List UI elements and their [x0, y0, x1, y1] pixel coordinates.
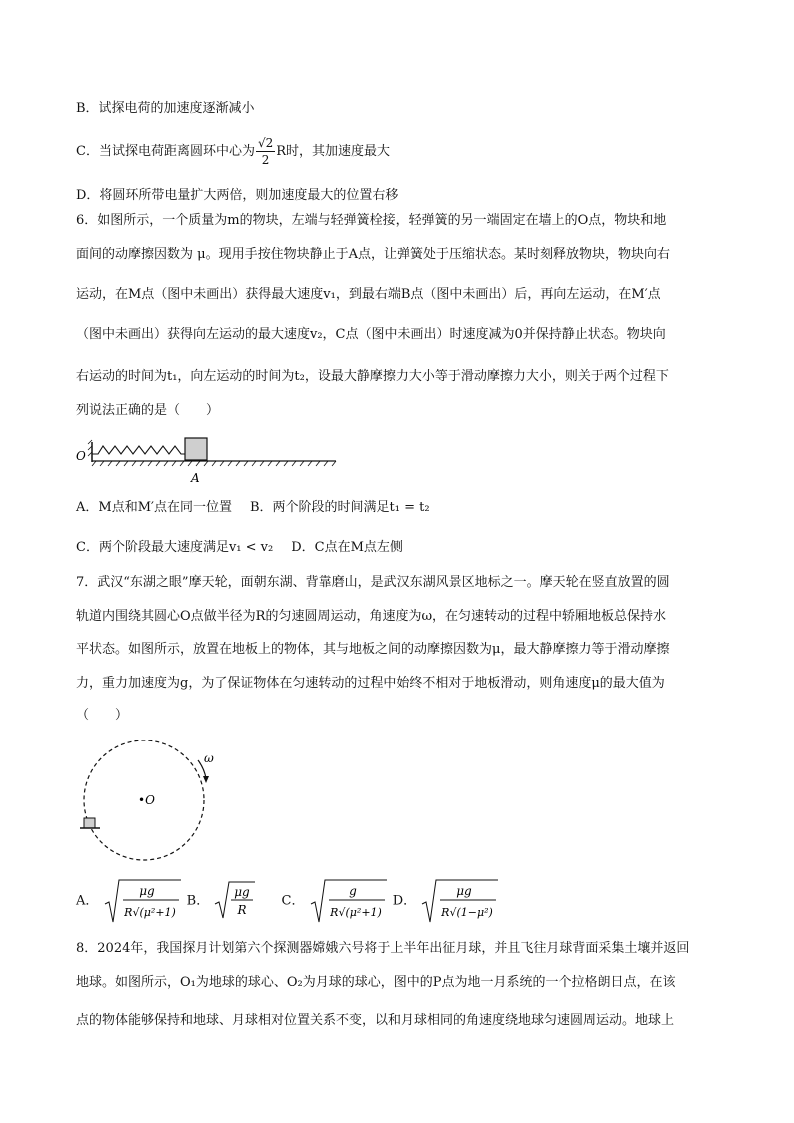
cabin-object-shape	[84, 818, 95, 828]
option-d-numerator: μg	[456, 884, 473, 898]
q8-stem-line-3: 点的物体能够保持和地球、月球相对位置关系不变，以和月球相同的角速度绕地球匀速圆周运动。地球上	[76, 1013, 675, 1028]
q5-option-d: D．将圆环所带电量扩大两倍，则加速度最大的位置右移	[76, 188, 399, 203]
block-shape	[185, 438, 207, 460]
q6-stem-line-6: 列说法正确的是（ ）	[76, 403, 220, 418]
q5-option-b: B．试探电荷的加速度逐渐减小	[76, 101, 255, 116]
q7-option-a-radical	[103, 878, 183, 924]
q6-option-c: C．两个阶段最大速度满足v₁ < v₂	[76, 540, 274, 555]
q7-option-c-radical	[309, 878, 389, 924]
omega-label: ω	[204, 751, 214, 765]
option-a-denominator: R√(μ²+1)	[123, 906, 176, 919]
q8-stem-line-2: 地球。如图所示，O₁为地球的球心、O₂为月球的球心，图中的P点为地一月系统的一个拉格朗日点，在该	[76, 975, 676, 990]
q8-stem-line-1: 8．2024年，我国探月计划第六个探测器嫦娥六号将于上半年出征月球，并且飞往月球背面采集土壤并返回	[76, 941, 690, 956]
q5-option-c-prefix: C．当试探电荷距离圆环中心为	[76, 144, 255, 159]
spring-shape	[92, 446, 185, 454]
q7-option-a-label: A．	[76, 893, 99, 909]
q7-stem-line-4: 力，重力加速度为g，为了保证物体在匀速转动的过程中始终不相对于地板滑动，则角速度μ的最大值为	[76, 676, 665, 691]
q7-stem-line-2: 轨道内围绕其圆心O点做半径为R的匀速圆周运动，角速度为ω，在匀速转动的过程中轿厢地板总保持水	[76, 609, 667, 624]
q5-option-c-fraction	[256, 135, 275, 168]
q6-option-d: D．C点在M点左侧	[291, 540, 403, 555]
q6-stem-line-1: 6．如图所示，一个质量为m的物块，左端与轻弹簧栓接，轻弹簧的另一端固定在墙上的O点，物块和地	[76, 213, 667, 228]
q6-stem-line-5: 右运动的时间为t₁，向左运动的时间为t₂，设最大静摩擦力大小等于滑动摩擦力大小，则关于两个过程下	[76, 369, 669, 384]
q7-option-c-label: C．	[281, 893, 305, 909]
option-b-denominator: R	[237, 903, 247, 917]
point-a-label: A	[191, 471, 200, 485]
q5-option-c-suffix: R时，其加速度最大	[276, 144, 391, 159]
q6-spring-block-figure	[74, 432, 344, 488]
q6-option-b: B．两个阶段的时间满足t₁ = t₂	[249, 500, 430, 515]
q6-stem-line-2: 面间的动摩擦因数为 μ。现用手按住物块静止于A点，让弹簧处于压缩状态。某时刻释放物块，物块向右	[76, 247, 670, 262]
option-c-numerator: g	[348, 884, 357, 898]
rotation-arrow-head	[203, 776, 209, 783]
q7-stem-line-1: 7．武汉“东湖之眼”摩天轮，面朝东湖、背靠磨山，是武汉东湖风景区地标之一。摩天轮在竖直放置的圆	[76, 575, 670, 590]
q6-options-row-1	[76, 499, 430, 517]
wall-point-o-label: O	[76, 449, 86, 463]
q7-stem-line-5: （ ）	[76, 708, 129, 723]
fraction-denominator: 2	[261, 153, 270, 167]
option-b-numerator: μg	[234, 885, 251, 899]
q7-option-d-radical	[420, 878, 500, 924]
q7-option-b-label: B．	[186, 893, 210, 909]
q7-ferris-wheel-figure	[74, 740, 234, 868]
option-a-numerator: μg	[138, 884, 155, 898]
q7-options-row	[76, 878, 500, 925]
option-d-denominator: R√(1−μ²)	[441, 906, 494, 919]
q7-stem-line-3: 平状态。如图所示，放置在地板上的物体，其与地板之间的动摩擦因数为μ，最大静摩擦力等于滑动摩擦	[76, 642, 670, 657]
fraction-numerator: √2	[257, 136, 274, 150]
q5-option-c	[76, 134, 390, 170]
ground-hatching	[92, 461, 336, 466]
q7-option-d-label: D．	[392, 893, 417, 909]
q6-stem-line-3: 运动，在M点（图中未画出）获得最大速度v₁，到最右端B点（图中未画出）后，再向左运动，在M′点	[76, 287, 661, 302]
option-c-denominator: R√(μ²+1)	[329, 906, 382, 919]
q6-stem-line-4: （图中未画出）获得向左运动的最大速度v₂，C点（图中未画出）时速度减为0并保持静止状态。物块向	[76, 327, 666, 342]
q7-option-b-radical	[213, 878, 257, 924]
q6-option-a: A．M点和M′点在同一位置	[76, 500, 232, 515]
q6-options-row-2	[76, 539, 403, 557]
center-o-label: •O	[138, 793, 155, 807]
